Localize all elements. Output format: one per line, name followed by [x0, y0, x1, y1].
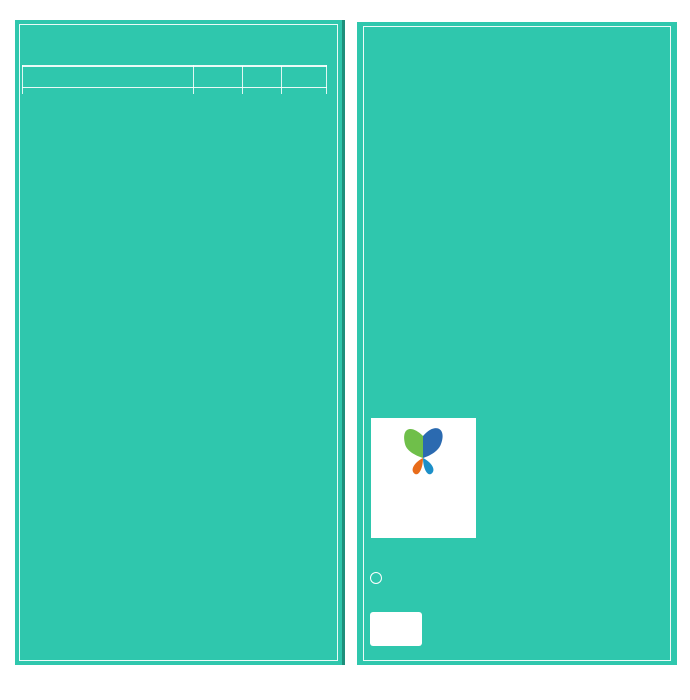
column-header: [282, 67, 327, 88]
nutrition-table: [22, 65, 327, 94]
info-panel: [357, 22, 677, 665]
butterfly-icon: [371, 418, 476, 538]
panel-border: [19, 24, 338, 661]
registered-icon: [370, 572, 382, 584]
nutrient-name: [23, 88, 194, 95]
column-header: [23, 67, 194, 88]
column-header: [194, 67, 243, 88]
nutrient-unit: [243, 88, 282, 95]
nutrition-panel: [15, 20, 345, 665]
nutrient-rda: [282, 88, 327, 95]
table-row: [23, 67, 327, 88]
column-header: [243, 67, 282, 88]
jubilant-logo: [371, 418, 476, 538]
vege-softgels-logo: [370, 612, 422, 646]
table-row: [23, 88, 327, 95]
nutrient-qty: [194, 88, 243, 95]
panel-border: [363, 26, 671, 661]
